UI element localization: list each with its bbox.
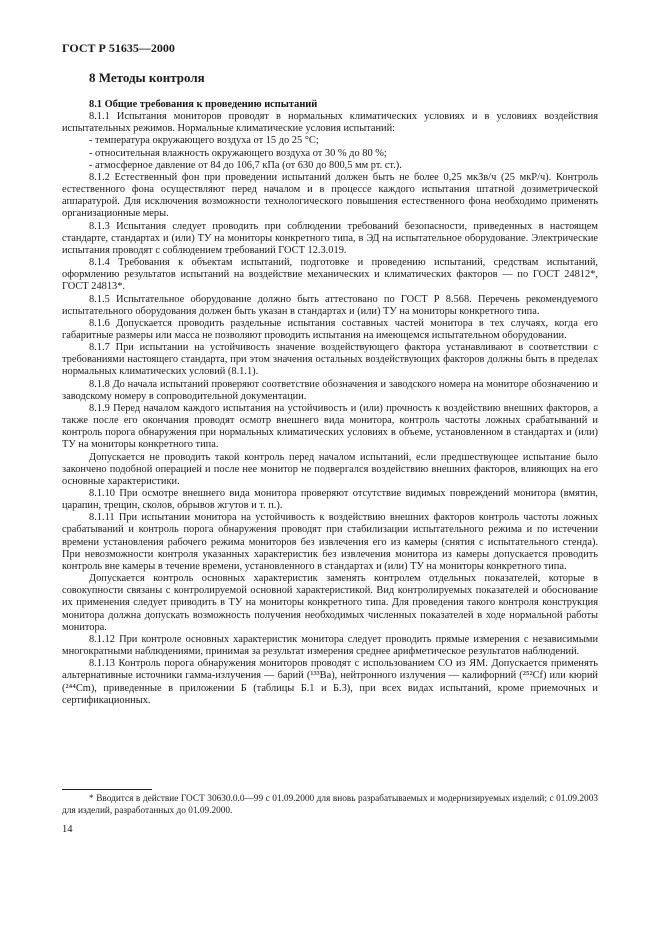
paragraph-8-1-2: 8.1.2 Естественный фон при проведении испытаний должен быть не более 0,25 мкЗв/ч (25 мкР/ч). Контроль естественного фона осуществляют перед началом и в процессе каждого испытания штатной дозиметрической аппаратурой. Для исключения возможности технологического повышения естественного фона необходимо применять организационные меры. (62, 171, 598, 220)
list-item-temperature: - температура окружающего воздуха от 15 до 25 °С; (89, 135, 319, 147)
paragraph-8-1-7: 8.1.7 При испытании на устойчивость значение воздействующего фактора устанавливают в соответствии с требованиями настоящего стандарта, при этом значения остальных воздействующих факторов должны быть в пределах нормальных климатических условий (8.1.1). (62, 342, 598, 378)
paragraph-8-1-9: 8.1.9 Перед началом каждого испытания на устойчивость и (или) прочность к воздействию внешних факторов, а также после его окончания проводят осмотр внешнего вида монитора, контроль частоты ложных срабатываний и контроль порога обнаружения при нормальных климатических условиях в объеме, установленном в стандартах и (или) ТУ на мониторы конкретного типа. (62, 402, 598, 451)
document-id-header: ГОСТ Р 51635—2000 (62, 41, 175, 55)
footnote-separator (62, 789, 152, 790)
paragraph-8-1-11-continued: Допускается контроль основных характеристик заменять контролем отдельных показателей, которые в совокупности связаны с контролируемой основной характеристикой. Вид контролируемых показателей и обоснование их применения следует приводить в ТУ на мониторы конкретного типа. Для проведения такого контроля конструкция монитора должна допускать возможность получения необходимых численных показателей в ходе нормальной работы монитора. (62, 573, 598, 633)
page-number: 14 (62, 824, 73, 835)
paragraph-8-1-8: 8.1.8 До начала испытаний проверяют соответствие обозначения и заводского номера на мониторе обозначению и заводскому номеру в сопроводительной документации. (62, 378, 598, 402)
paragraph-8-1-4: 8.1.4 Требования к объектам испытаний, подготовке и проведению испытаний, средствам испытаний, оформлению результатов испытаний на воздействие механических и климатических факторов — по ГОСТ 24812*, ГОСТ 24813*. (62, 257, 598, 293)
paragraph-8-1-11: 8.1.11 При испытании монитора на устойчивость к воздействию внешних факторов контроль частоты ложных срабатываний и контроль порога обнаружения проводят при стабилизации испытательного режима и по истечении времени установления рабочего режима мониторов без извлечения его из камеры (снятия с испытательного стенда). При невозможности контроля указанных характеристик без извлечения монитора из камеры допускается проводить контроль вне камеры в течение времени, установленного в стандартах и (или) ТУ на мониторы конкретного типа. (62, 512, 598, 572)
footnote: * Вводится в действие ГОСТ 30630.0.0—99 с 01.09.2000 для вновь разрабатываемых и модернизируемых изделий; с 01.09.2003 для изделий, разработанных до 01.09.2000. (62, 794, 598, 816)
paragraph-8-1-12: 8.1.12 При контроле основных характеристик монитора следует проводить прямые измерения с независимыми многократными наблюдениями, принимая за результат измерения среднее арифметическое результатов наблюдений. (62, 633, 598, 658)
paragraph-8-1-13: 8.1.13 Контроль порога обнаружения мониторов проводят с использованием СО из ЯМ. Допускается применять альтернативные источники гамма-излучения — барий (¹³³Ba), нейтронного излучения — калифорний (²⁵²Cf) или кюрий (²⁴⁴Cm), приведенные в приложении Б (таблицы Б.1 и Б.3), при всех видах испытаний, кроме приемочных и сертификационных. (62, 658, 598, 706)
paragraph-8-1-6: 8.1.6 Допускается проводить раздельные испытания составных частей монитора в тех случаях, когда его габаритные размеры или масса не позволяют проводить испытания на имеющемся испытательном оборудовании. (62, 317, 598, 341)
paragraph-8-1-1: 8.1.1 Испытания мониторов проводят в нормальных климатических условиях и в условиях воздействия испытательных режимов. Нормальные климатические условия испытаний: (62, 111, 598, 135)
list-item-pressure: - атмосферное давление от 84 до 106,7 кПа (от 630 до 800,5 мм рт. ст.). (89, 159, 402, 171)
paragraph-8-1-9-continued: Допускается не проводить такой контроль перед началом испытаний, если предшествующее испытание было закончено подобной операцией и после нее монитор не подвергался воздействию внешних факторов, влияющих на его основные характеристики. (62, 451, 598, 487)
paragraph-8-1-5: 8.1.5 Испытательное оборудование должно быть аттестовано по ГОСТ Р 8.568. Перечень рекомендуемого испытательного оборудования должен быть указан в стандартах и (или) ТУ на мониторы конкретного типа. (62, 293, 598, 317)
paragraph-8-1-3: 8.1.3 Испытания следует проводить при соблюдении требований безопасности, приведенных в настоящем стандарте, стандартах и (или) ТУ на мониторы конкретного типа, в ЭД на испытательное оборудование. Электрические испытания проводят с соблюдением требований ГОСТ 12.3.019. (62, 220, 598, 256)
section-title: 8 Методы контроля (89, 70, 205, 85)
paragraph-8-1-10: 8.1.10 При осмотре внешнего вида монитора проверяют отсутствие видимых повреждений монитора (вмятин, царапин, трещин, сколов, обрывов жгутов и т. п.). (62, 488, 598, 512)
subsection-title: 8.1 Общие требования к проведению испытаний (89, 99, 318, 110)
document-body (62, 99, 598, 707)
list-item-humidity: - относительная влажность окружающего воздуха от 30 % до 80 %; (89, 147, 387, 159)
